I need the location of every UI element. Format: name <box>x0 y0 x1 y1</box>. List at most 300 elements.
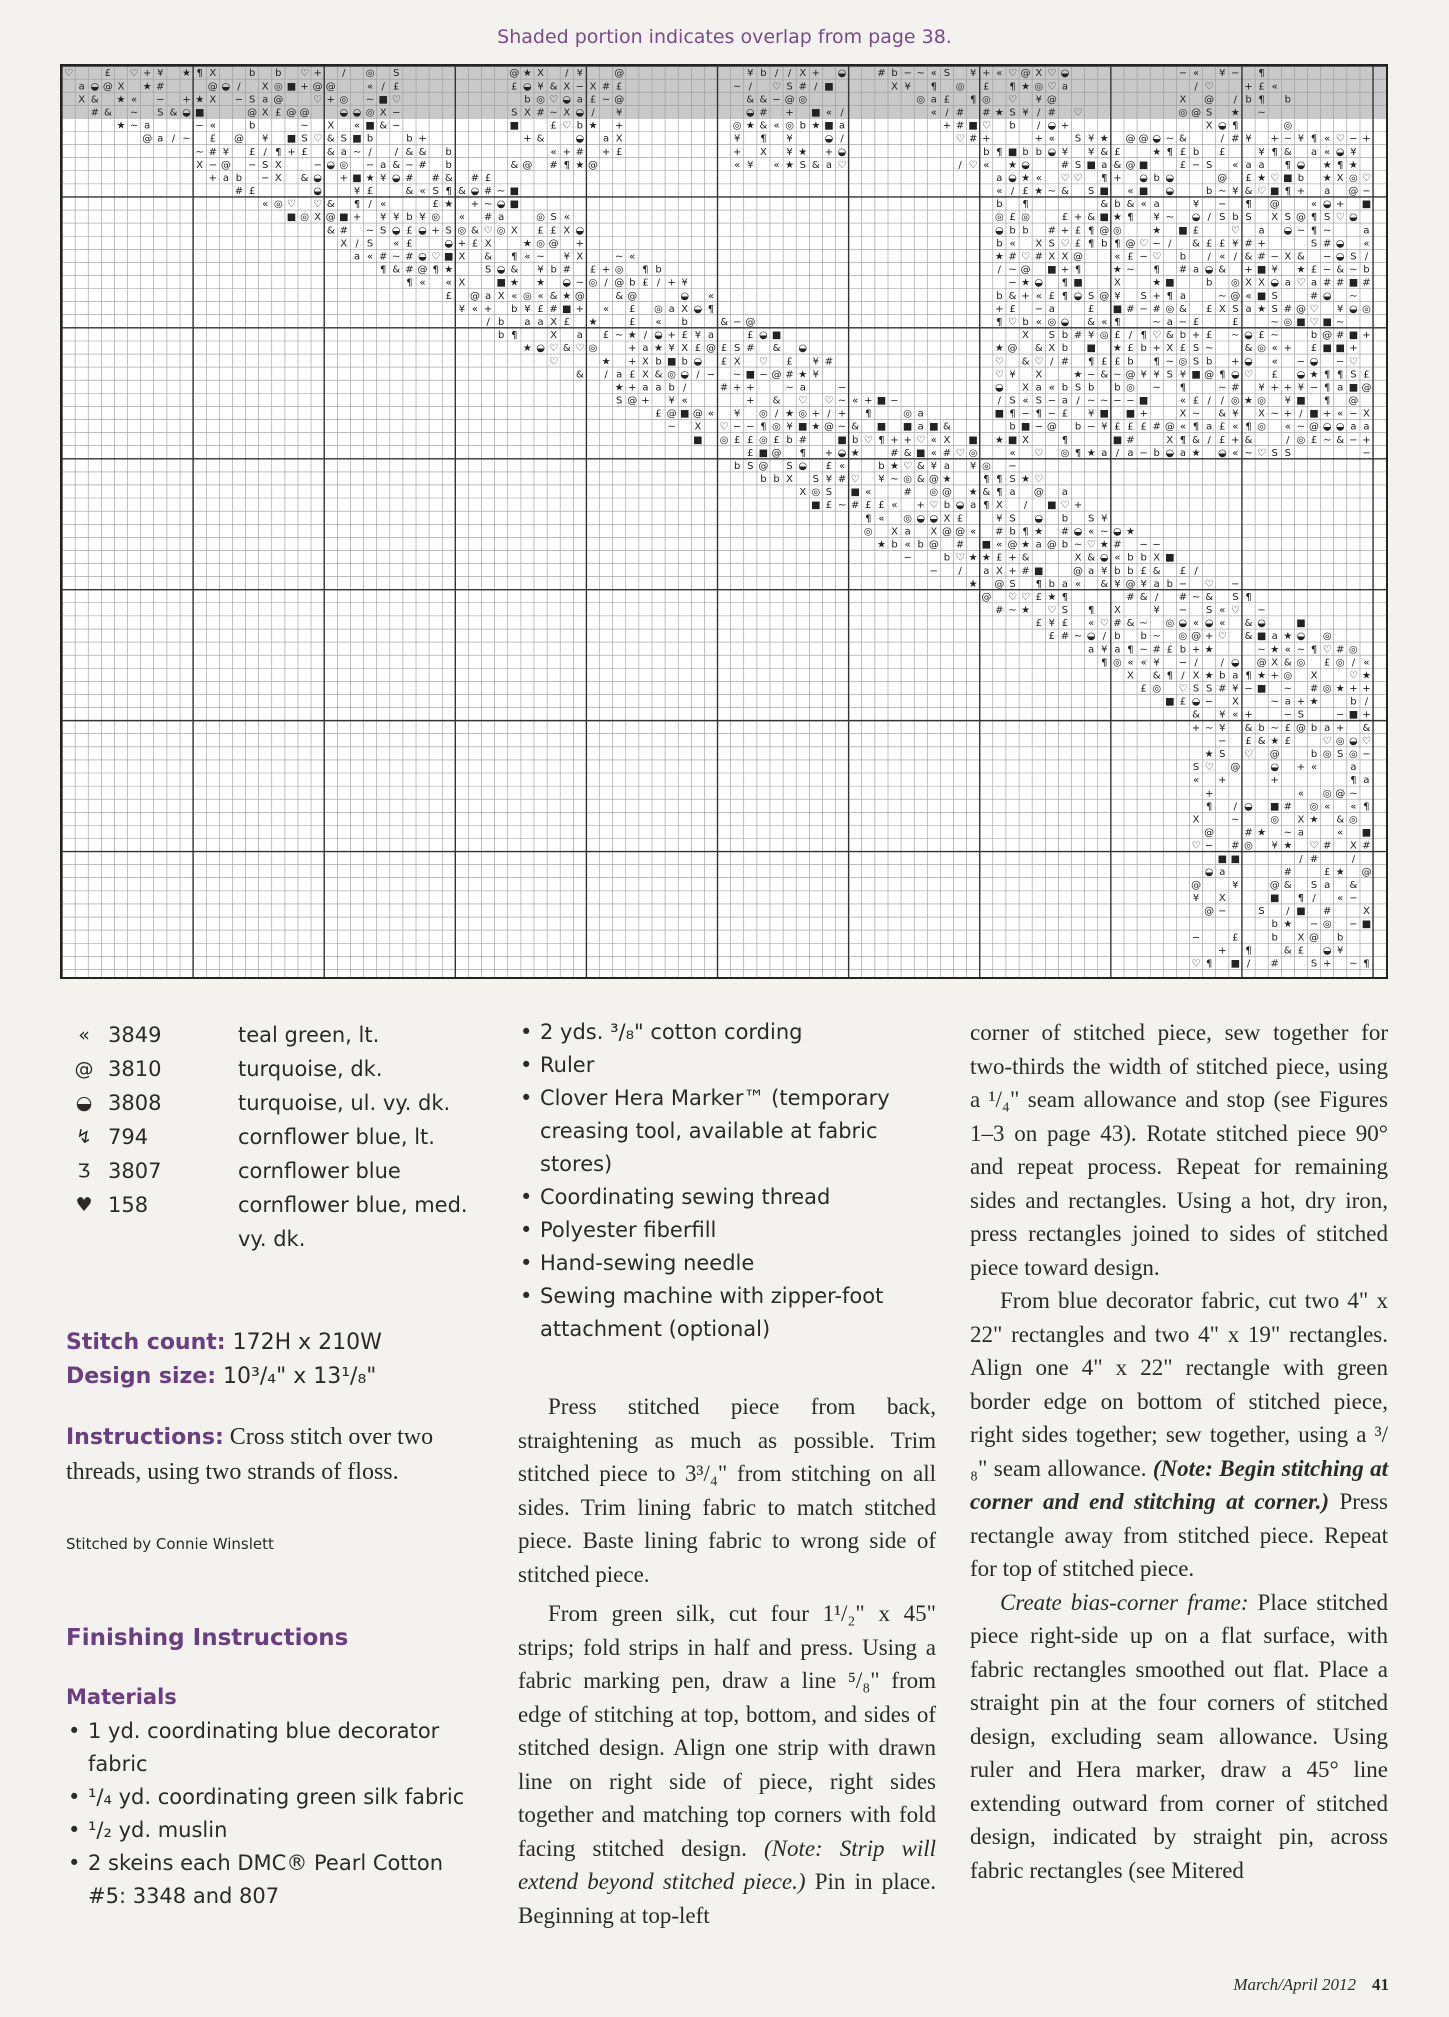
svg-text:¶: ¶ <box>1127 212 1134 224</box>
svg-text:◒: ◒ <box>1099 552 1109 564</box>
svg-text:−: − <box>903 552 912 564</box>
svg-text:¶: ¶ <box>1337 369 1344 381</box>
svg-text:♡: ♡ <box>1034 474 1044 486</box>
svg-text:£: £ <box>1284 735 1291 747</box>
svg-text:«: « <box>1009 238 1016 250</box>
svg-text:★: ★ <box>1348 159 1358 171</box>
svg-text:£: £ <box>996 552 1003 564</box>
svg-text:¶: ¶ <box>1061 591 1069 603</box>
svg-text:◒: ◒ <box>1034 277 1044 289</box>
svg-text:¥: ¥ <box>1192 199 1200 211</box>
svg-text:◒: ◒ <box>1270 277 1280 289</box>
svg-text:◎: ◎ <box>1349 644 1358 656</box>
svg-text:S: S <box>1074 133 1082 145</box>
svg-text:∼: ∼ <box>1073 631 1083 643</box>
svg-text:+: + <box>313 68 322 80</box>
svg-text:◎: ◎ <box>339 159 349 171</box>
svg-text:★: ★ <box>1335 683 1345 695</box>
svg-text:X: X <box>1113 605 1121 616</box>
svg-text:S: S <box>1245 212 1252 224</box>
svg-text:£: £ <box>694 343 702 355</box>
svg-text:@: @ <box>1295 212 1306 224</box>
svg-text:★: ★ <box>1021 539 1031 551</box>
svg-text:«: « <box>1127 186 1134 198</box>
instructions <box>66 1420 486 1489</box>
svg-text:◒: ◒ <box>444 238 454 250</box>
svg-text:@: @ <box>1073 565 1084 577</box>
svg-text:b: b <box>852 434 859 446</box>
svg-text:¶: ¶ <box>1127 644 1134 656</box>
svg-text:/: / <box>355 238 359 250</box>
svg-text:◒: ◒ <box>680 369 690 381</box>
svg-text:¥: ¥ <box>419 212 426 224</box>
svg-text:/: / <box>1286 906 1290 918</box>
svg-text:+: + <box>1204 631 1214 643</box>
svg-text:#: # <box>470 173 480 184</box>
svg-text:★: ★ <box>1244 395 1253 407</box>
svg-text:◒: ◒ <box>1217 447 1227 459</box>
svg-text:@: @ <box>1348 395 1359 407</box>
svg-text:S: S <box>1284 212 1291 224</box>
svg-text:−: − <box>1152 539 1161 551</box>
svg-text:&: & <box>300 173 309 184</box>
svg-text:X: X <box>799 487 807 499</box>
svg-text:◒: ◒ <box>1204 618 1214 630</box>
svg-text:£: £ <box>471 238 479 250</box>
svg-text:#: # <box>405 251 414 263</box>
svg-text:S: S <box>1035 395 1042 407</box>
svg-text:S: S <box>301 133 308 145</box>
svg-text:♡: ♡ <box>916 434 926 446</box>
svg-text:♡: ♡ <box>431 251 441 263</box>
svg-text:+: + <box>1270 775 1279 787</box>
svg-text:@: @ <box>1322 330 1333 342</box>
svg-text:+: + <box>1323 958 1332 970</box>
svg-text:X: X <box>694 421 702 433</box>
svg-text:#: # <box>1283 801 1292 813</box>
svg-text:¶: ¶ <box>1061 277 1069 289</box>
svg-text:X: X <box>510 225 518 237</box>
svg-text:◎: ◎ <box>772 421 781 433</box>
svg-text:«: « <box>1219 618 1226 630</box>
svg-text:/: / <box>787 68 792 80</box>
svg-text:/: / <box>1207 251 1211 263</box>
svg-text:−: − <box>234 94 244 106</box>
svg-text:S: S <box>366 238 374 250</box>
svg-text:−: − <box>903 68 912 80</box>
svg-text:X: X <box>563 225 571 237</box>
svg-text:+: + <box>562 146 571 158</box>
svg-text:/: / <box>1076 395 1080 407</box>
svg-text:+: + <box>1336 722 1345 734</box>
svg-text:X: X <box>1179 408 1187 420</box>
svg-text:+: + <box>1218 775 1227 787</box>
svg-text:■: ■ <box>1361 199 1372 211</box>
svg-text:★: ★ <box>575 159 585 171</box>
svg-text:■: ■ <box>1348 382 1359 394</box>
svg-text:◎: ◎ <box>365 68 375 80</box>
svg-text:/: / <box>1023 500 1028 512</box>
svg-text:X: X <box>1192 814 1200 826</box>
svg-text:«: « <box>1363 657 1370 669</box>
svg-text:+: + <box>1113 173 1122 184</box>
svg-text:/: / <box>656 277 661 289</box>
svg-text:★: ★ <box>588 120 598 132</box>
svg-text:#: # <box>339 225 349 237</box>
svg-text:@: @ <box>1164 421 1175 433</box>
svg-text:¥: ¥ <box>1271 840 1278 852</box>
svg-text:♡: ♡ <box>1191 958 1201 970</box>
svg-text:−: − <box>1283 709 1292 721</box>
svg-text:¶: ¶ <box>969 94 977 106</box>
svg-text:★: ★ <box>994 107 1004 119</box>
svg-text:♡: ♡ <box>994 356 1004 368</box>
svg-text:∼: ∼ <box>1323 225 1332 237</box>
svg-text:¥: ¥ <box>1245 133 1252 145</box>
svg-text:+: + <box>470 199 480 211</box>
svg-text:£: £ <box>1205 330 1213 342</box>
svg-text:X: X <box>1363 906 1370 918</box>
svg-text:−: − <box>247 159 257 171</box>
list-item: • Ruler <box>518 1049 936 1082</box>
svg-text:£: £ <box>248 146 256 158</box>
svg-text:/: / <box>1286 434 1290 446</box>
svg-text:♡: ♡ <box>1296 277 1306 289</box>
svg-text:¶: ¶ <box>1258 68 1265 80</box>
svg-text:¥: ¥ <box>1114 290 1121 302</box>
svg-text:◒: ◒ <box>798 461 808 473</box>
svg-text:¶: ¶ <box>196 68 203 80</box>
svg-text:«: « <box>1271 343 1278 355</box>
svg-text:■: ■ <box>1283 173 1293 184</box>
svg-text:¶: ¶ <box>1074 447 1082 459</box>
svg-text:¶: ¶ <box>707 303 715 315</box>
svg-text:@: @ <box>548 238 559 250</box>
svg-text:@: @ <box>1295 303 1306 315</box>
svg-text:◒: ◒ <box>221 81 231 93</box>
svg-text:∼: ∼ <box>365 94 375 106</box>
svg-text:X: X <box>261 107 269 119</box>
svg-text:«: « <box>353 120 361 132</box>
svg-text:★: ★ <box>509 277 519 289</box>
svg-text:¥: ¥ <box>1114 578 1121 590</box>
svg-text:b: b <box>1022 225 1029 237</box>
svg-text:♡: ♡ <box>1270 173 1280 184</box>
svg-text:♡: ♡ <box>1348 356 1358 368</box>
svg-text:/: / <box>840 133 844 145</box>
svg-text:&: & <box>510 159 519 171</box>
svg-text:«: « <box>904 539 911 551</box>
svg-text:♡: ♡ <box>313 199 323 211</box>
svg-text:∼: ∼ <box>1323 434 1332 446</box>
svg-text:★: ★ <box>116 120 126 132</box>
svg-text:#: # <box>90 107 99 119</box>
paragraph <box>970 1284 1388 1586</box>
svg-text:+: + <box>287 146 296 158</box>
svg-text:♡: ♡ <box>1191 840 1201 852</box>
svg-text:b: b <box>1074 421 1082 433</box>
svg-text:£: £ <box>406 238 413 250</box>
svg-text:X: X <box>563 107 571 119</box>
svg-text:◎: ◎ <box>365 107 375 119</box>
svg-text:£: £ <box>1310 343 1318 355</box>
svg-text:¶: ¶ <box>1074 264 1082 276</box>
svg-text:S: S <box>1232 591 1239 603</box>
svg-text:¥: ¥ <box>904 81 911 93</box>
svg-text:+: + <box>575 238 585 250</box>
svg-text:¶: ¶ <box>996 474 1003 486</box>
svg-text:◒: ◒ <box>955 500 965 512</box>
svg-text:«: « <box>393 238 400 250</box>
svg-text:«: « <box>419 277 426 289</box>
svg-text:◒: ◒ <box>496 264 506 276</box>
svg-text:−: − <box>1349 434 1358 446</box>
svg-text:£: £ <box>1271 369 1278 381</box>
svg-text:/: / <box>381 81 385 93</box>
svg-text:¶: ¶ <box>1192 421 1200 433</box>
svg-text:♡: ♡ <box>562 120 572 132</box>
svg-text:■: ■ <box>286 133 297 145</box>
svg-text:◒: ◒ <box>352 107 362 119</box>
svg-text:★: ★ <box>1322 159 1332 171</box>
svg-text:¥: ¥ <box>1101 421 1108 433</box>
svg-text:a: a <box>1284 696 1291 708</box>
svg-text:/: / <box>237 81 241 93</box>
svg-text:a: a <box>222 173 229 184</box>
svg-text:a: a <box>616 369 623 381</box>
svg-text:¶: ¶ <box>353 199 361 211</box>
svg-text:/: / <box>997 395 1002 407</box>
svg-text:b: b <box>983 146 990 158</box>
svg-text:+: + <box>601 146 611 158</box>
svg-text:b: b <box>1022 146 1029 158</box>
svg-text:◎: ◎ <box>457 225 467 237</box>
svg-text:X: X <box>458 251 466 263</box>
svg-text:∼: ∼ <box>496 186 506 198</box>
svg-text:♡: ♡ <box>981 120 991 132</box>
svg-text:£: £ <box>1074 238 1082 250</box>
svg-text:■: ■ <box>1112 434 1123 446</box>
svg-text:b: b <box>891 68 898 80</box>
svg-text:«: « <box>983 159 990 171</box>
svg-text:b: b <box>406 133 413 145</box>
svg-text:b: b <box>1219 670 1226 682</box>
svg-text:#: # <box>942 447 952 459</box>
svg-text:◒: ◒ <box>837 447 847 459</box>
svg-text:¶: ¶ <box>1101 173 1108 184</box>
svg-text:◒: ◒ <box>1204 264 1214 276</box>
svg-text:+: + <box>1152 343 1161 355</box>
svg-text:S: S <box>1324 212 1331 224</box>
column-2 <box>518 1016 936 1932</box>
svg-text:★: ★ <box>1021 605 1031 616</box>
svg-text:b: b <box>1310 330 1318 342</box>
svg-text:/: / <box>1233 801 1238 813</box>
svg-text:♡: ♡ <box>1047 68 1057 80</box>
svg-text:S: S <box>616 395 623 407</box>
svg-text:♡: ♡ <box>64 68 74 80</box>
svg-text:¥: ¥ <box>1153 212 1160 224</box>
svg-text:@: @ <box>299 107 310 119</box>
svg-text:★: ★ <box>116 94 126 106</box>
svg-text:◎: ◎ <box>981 461 991 473</box>
svg-text:£: £ <box>406 225 413 237</box>
svg-text:#: # <box>405 173 414 184</box>
svg-text:b: b <box>445 146 452 158</box>
svg-text:#: # <box>955 120 965 132</box>
svg-text:£: £ <box>550 225 557 237</box>
issue-date: March/April 2012 <box>1233 1975 1356 1994</box>
svg-text:■: ■ <box>915 447 926 459</box>
svg-text:#: # <box>1231 382 1240 394</box>
svg-text:£: £ <box>602 330 610 342</box>
svg-text:■: ■ <box>981 539 992 551</box>
svg-text:/: / <box>342 68 346 80</box>
svg-text:«: « <box>1350 801 1357 813</box>
svg-text:◎: ◎ <box>1231 277 1240 289</box>
svg-text:S: S <box>1088 513 1095 525</box>
svg-text:¶: ¶ <box>1310 644 1318 656</box>
svg-text:♡: ♡ <box>863 434 873 446</box>
svg-text:♡: ♡ <box>1060 238 1070 250</box>
svg-text:«: « <box>1101 316 1108 328</box>
svg-text:◎: ◎ <box>1257 421 1266 433</box>
svg-text:X: X <box>1336 173 1344 184</box>
svg-text:«: « <box>367 251 374 263</box>
svg-text:◒: ◒ <box>1086 631 1096 643</box>
svg-text:&: & <box>1100 369 1109 381</box>
svg-text:◒: ◒ <box>1270 762 1280 774</box>
svg-text:«: « <box>419 186 426 198</box>
svg-text:♡: ♡ <box>1204 578 1214 590</box>
svg-text:b: b <box>1061 382 1069 394</box>
svg-text:/: / <box>604 369 608 381</box>
svg-text:&: & <box>1021 356 1030 368</box>
svg-text:+: + <box>1336 199 1345 211</box>
svg-text:&: & <box>851 421 860 433</box>
svg-text:■: ■ <box>876 421 887 433</box>
svg-text:∼: ∼ <box>1270 408 1279 420</box>
svg-text:#: # <box>234 186 244 198</box>
svg-text:◎: ◎ <box>1309 801 1319 813</box>
svg-text:+: + <box>339 173 349 184</box>
svg-text:&: & <box>1179 303 1187 315</box>
svg-text:b: b <box>878 461 885 473</box>
svg-text:X: X <box>209 68 217 80</box>
svg-text:+: + <box>601 264 611 276</box>
svg-text:«: « <box>1232 447 1239 459</box>
svg-text:/: / <box>1155 591 1159 603</box>
svg-text:£: £ <box>445 290 452 302</box>
svg-text:■: ■ <box>1086 159 1096 171</box>
svg-text:+: + <box>1244 264 1253 276</box>
svg-text:/: / <box>1220 395 1224 407</box>
svg-text:b: b <box>996 238 1003 250</box>
svg-text:£: £ <box>1192 395 1200 407</box>
svg-text:¶: ¶ <box>760 421 767 433</box>
svg-text:−: − <box>1178 578 1188 590</box>
svg-text:∼: ∼ <box>1349 788 1358 800</box>
svg-text:@: @ <box>1138 133 1149 145</box>
svg-text:★: ★ <box>1257 303 1267 315</box>
svg-text:a: a <box>1337 382 1344 394</box>
svg-text:∼: ∼ <box>1152 382 1161 394</box>
svg-text:◎: ◎ <box>798 408 808 420</box>
paragraph: Press stitched piece from back, straightening as much as possible. Trim stitched piece to 3³/₄" from stitching on all sides. Trim lining fabric to match stitched piece. Baste lining fabric to wrong side of stitched piece. <box>518 1394 936 1587</box>
svg-text:■: ■ <box>1138 159 1149 171</box>
svg-text:£: £ <box>1179 343 1187 355</box>
svg-text:◎: ◎ <box>1126 382 1135 394</box>
svg-text:«: « <box>930 107 937 119</box>
svg-text:¥: ¥ <box>1088 133 1095 145</box>
svg-text:«: « <box>878 513 885 525</box>
svg-text:£: £ <box>366 186 374 198</box>
svg-text:&: & <box>418 146 427 158</box>
svg-text:■: ■ <box>1034 565 1044 577</box>
svg-text:£: £ <box>1127 421 1134 433</box>
svg-text:★: ★ <box>1322 173 1332 184</box>
svg-text:&: & <box>103 107 112 119</box>
svg-text:◒: ◒ <box>1296 159 1306 171</box>
svg-text:/: / <box>1207 434 1211 446</box>
svg-text:−: − <box>1349 408 1358 420</box>
svg-text:−: − <box>732 421 742 433</box>
svg-text:+: + <box>300 81 309 93</box>
svg-text:&: & <box>1283 945 1292 957</box>
svg-text:∼: ∼ <box>1165 356 1175 368</box>
svg-text:∼: ∼ <box>1165 212 1175 224</box>
svg-text:¥: ¥ <box>1297 133 1305 145</box>
svg-text:S: S <box>1310 238 1318 250</box>
svg-text:/: / <box>840 107 844 119</box>
svg-text:¥: ¥ <box>825 474 833 486</box>
svg-text:★: ★ <box>1021 81 1031 93</box>
svg-text:★: ★ <box>798 369 808 381</box>
svg-text:■: ■ <box>929 421 939 433</box>
svg-text:X: X <box>1113 277 1121 289</box>
key-number: 3808 <box>108 1091 162 1115</box>
list-item: • 2 yds. ³/₈" cotton cording <box>518 1016 936 1049</box>
svg-text:b: b <box>235 173 243 184</box>
svg-text:£: £ <box>956 513 964 525</box>
svg-text:■: ■ <box>811 500 821 512</box>
svg-text:X: X <box>943 434 951 446</box>
svg-text:«: « <box>471 303 479 315</box>
svg-text:#: # <box>890 447 899 459</box>
svg-text:a: a <box>1324 722 1331 734</box>
svg-text:«: « <box>1245 290 1252 302</box>
svg-text:«: « <box>825 107 833 119</box>
svg-text:+: + <box>916 500 925 512</box>
svg-text:¶: ¶ <box>1166 146 1174 158</box>
svg-text:#: # <box>1047 107 1056 119</box>
svg-text:∼: ∼ <box>615 330 624 342</box>
svg-text:«: « <box>1140 199 1147 211</box>
svg-text:&: & <box>392 264 401 276</box>
svg-text:∼: ∼ <box>1349 958 1358 970</box>
svg-text:★: ★ <box>968 578 978 590</box>
svg-text:@: @ <box>1020 68 1031 80</box>
svg-text:«: « <box>209 120 216 132</box>
paragraph-text: Pin in place. Beginning at top-left <box>518 1869 937 1928</box>
svg-text:+: + <box>732 382 742 394</box>
svg-text:∼: ∼ <box>1283 133 1292 145</box>
svg-text:#: # <box>719 382 729 394</box>
svg-text:¥: ¥ <box>1035 94 1042 106</box>
svg-text:a: a <box>1101 159 1108 171</box>
svg-text:«: « <box>1232 709 1239 721</box>
svg-text:◎: ◎ <box>1178 107 1188 119</box>
